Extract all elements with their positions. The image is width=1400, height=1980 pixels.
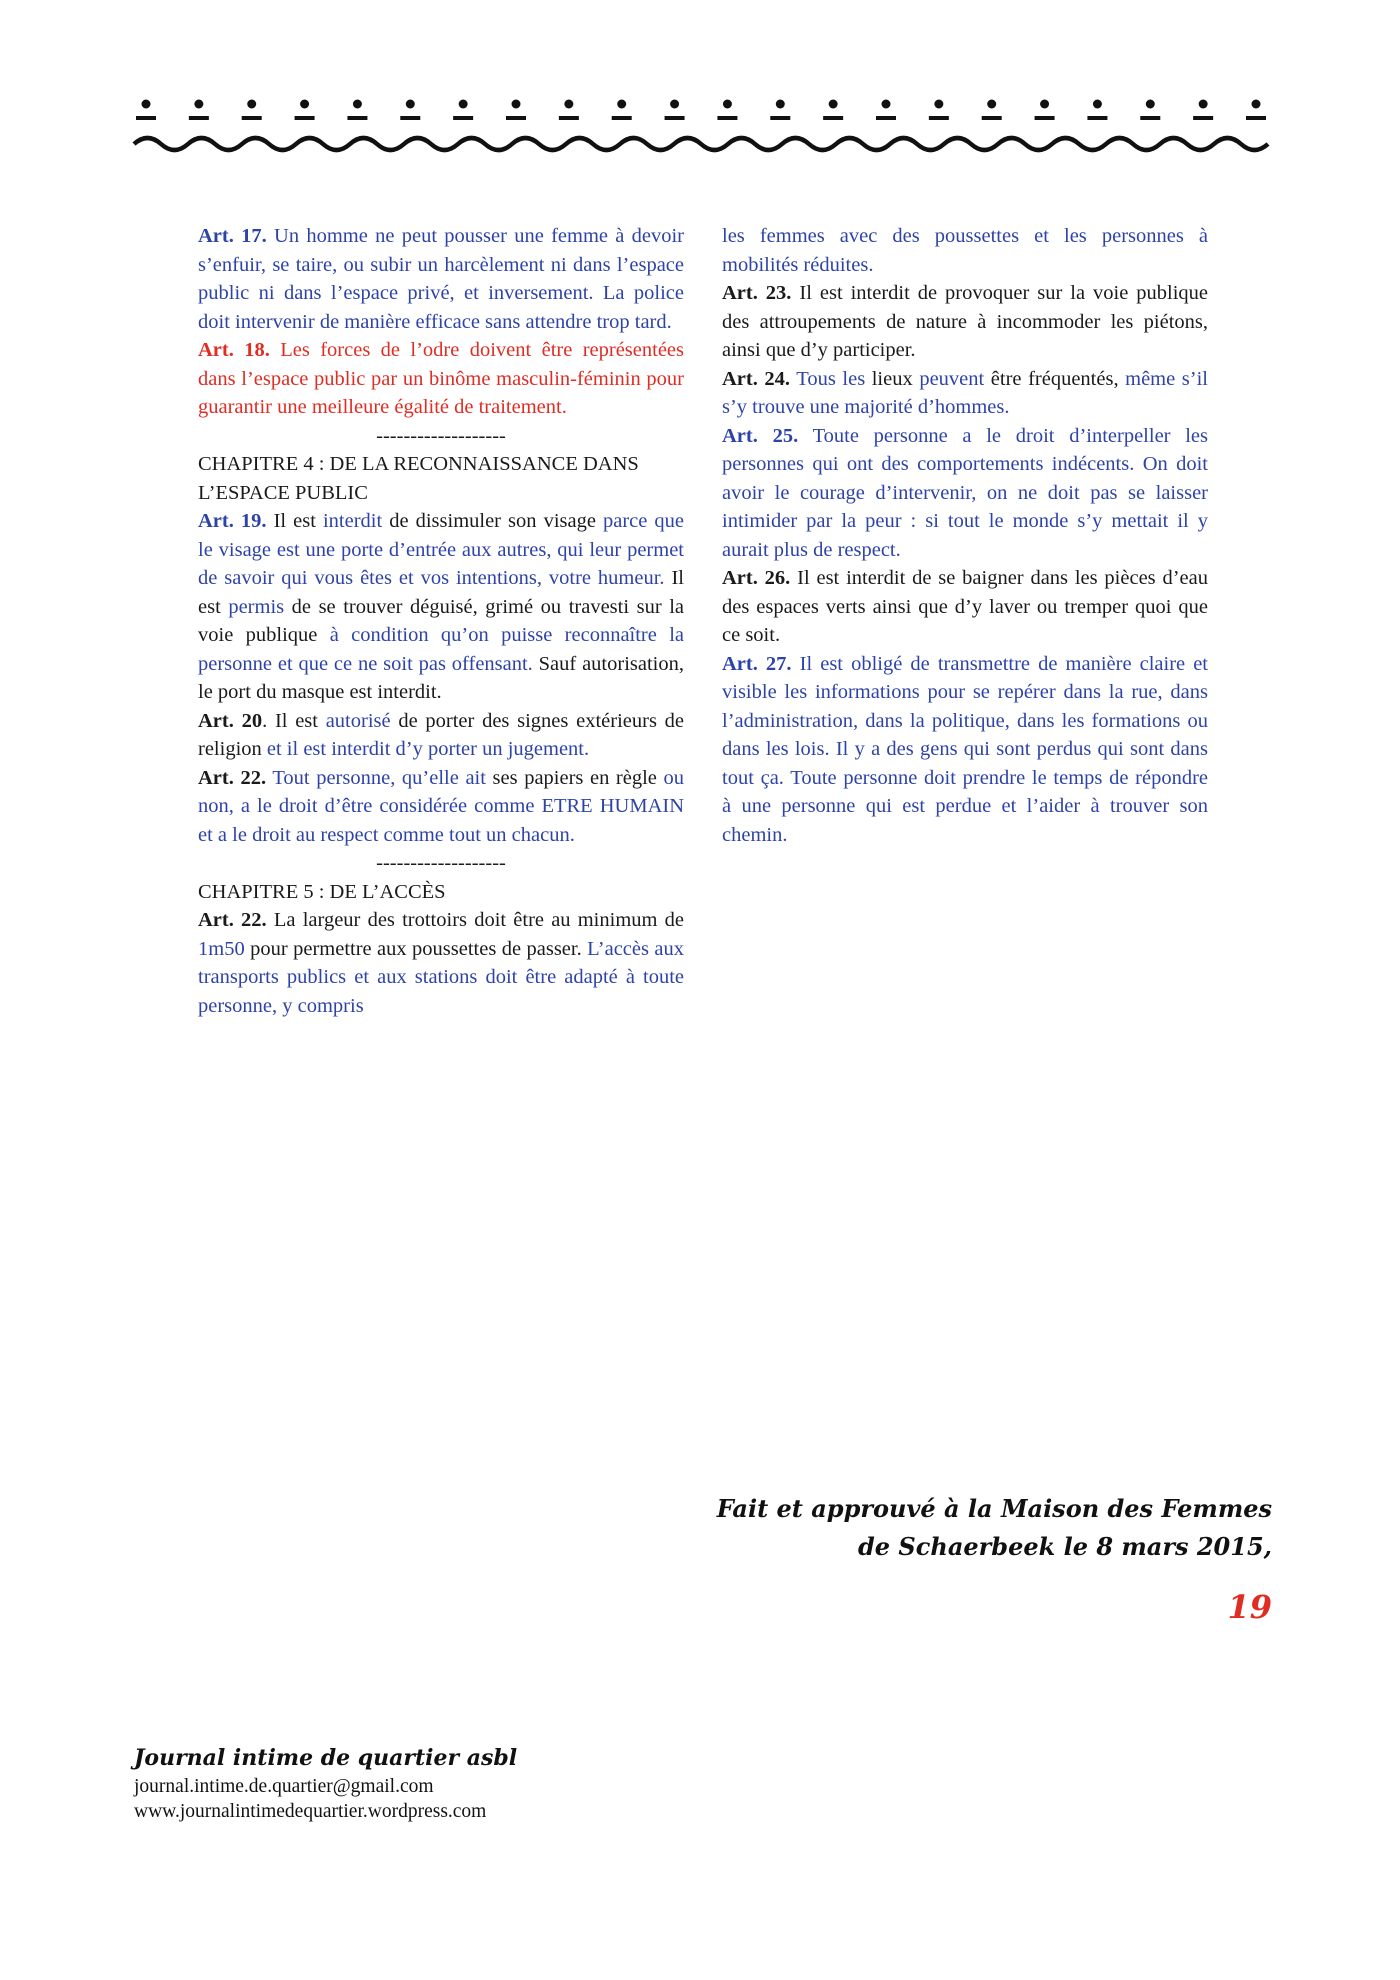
text-run: parce que le visage est une porte d’entrée aux autres, qui leur permet de savoir qui vous êtes et vos intentions, votre humeur. bbox=[198, 510, 684, 589]
right-text-column bbox=[722, 222, 1208, 849]
border-dot bbox=[300, 100, 309, 109]
border-dash bbox=[665, 116, 685, 120]
text-run: ou non, a le droit d’être considérée comme ETRE HUMAIN et a le droit au respect comme tout un chacun. bbox=[198, 766, 685, 846]
text-run: . Il est bbox=[262, 709, 326, 732]
border-dot bbox=[670, 100, 679, 109]
border-dash bbox=[929, 116, 949, 120]
border-dash bbox=[1140, 116, 1160, 120]
border-dot bbox=[934, 100, 943, 109]
article-number: Art. 25. bbox=[722, 424, 799, 447]
paragraph bbox=[198, 878, 684, 907]
border-dash bbox=[1035, 116, 1055, 120]
border-dot bbox=[459, 100, 468, 109]
text-run: Il est bbox=[198, 567, 684, 618]
article-number: Art. 18. bbox=[198, 339, 270, 361]
border-dash bbox=[612, 116, 632, 120]
border-dot bbox=[829, 100, 838, 109]
border-dot bbox=[353, 100, 362, 109]
page-number: 19 bbox=[1227, 1588, 1272, 1626]
border-dash bbox=[189, 116, 209, 120]
border-dot bbox=[723, 100, 732, 109]
text-run: ------------------- bbox=[376, 852, 506, 874]
paragraph bbox=[722, 279, 1208, 365]
border-dot bbox=[1252, 100, 1261, 109]
border-dash bbox=[823, 116, 843, 120]
text-run: ses papiers en règle bbox=[485, 766, 664, 789]
text-run: CHAPITRE 4 : DE LA RECONNAISSANCE DANS L’ESPACE PUBLIC bbox=[198, 453, 639, 504]
text-run: ------------------- bbox=[376, 424, 506, 447]
border-dash bbox=[770, 116, 790, 120]
text-run: lieux bbox=[865, 367, 920, 390]
border-dash bbox=[559, 116, 579, 120]
text-run: Il est obligé de transmettre de manière claire et visible les informations pour se repérer dans la rue, dans l’administration, dans la politique, dans les formations ou dans les lois. Il y a des gens qui sont perdus qui sont dans tout ça. Toute personne doit prendre le temps de répondre à une personne qui est perdue et l’aider à trouver son chemin. bbox=[722, 652, 1209, 846]
border-dot bbox=[1093, 100, 1102, 109]
signature-line-1: Fait et approuvé à la Maison des Femmes bbox=[716, 1494, 1272, 1523]
text-run: pour permettre aux poussettes de passer. bbox=[244, 937, 588, 960]
border-dash bbox=[400, 116, 420, 120]
text-run: CHAPITRE 5 : DE L’ACCÈS bbox=[198, 880, 446, 903]
text-run: de porter des signes extérieurs de religion bbox=[198, 709, 685, 760]
text-run: Il est interdit de se baigner dans les pièces d’eau des espaces verts ainsi que d’y laver ou tremper quoi que ce soit. bbox=[722, 567, 1208, 646]
border-dot bbox=[512, 100, 521, 109]
text-run: de dissimuler son visage bbox=[382, 510, 603, 532]
border-dot bbox=[1146, 100, 1155, 109]
footer-website: www.journalintimedequartier.wordpress.com bbox=[134, 1801, 487, 1822]
border-dash bbox=[717, 116, 737, 120]
text-run: interdit bbox=[322, 510, 383, 532]
footer-email: journal.intime.de.quartier@gmail.com bbox=[134, 1776, 434, 1797]
text-run: Les forces de l’odre doivent être représentées dans l’espace public par un binôme masculin-féminin pour guarantir une meilleure égalité de traitement. bbox=[198, 339, 684, 418]
paragraph bbox=[722, 422, 1208, 565]
border-dot bbox=[564, 100, 573, 109]
paragraph bbox=[198, 906, 684, 1020]
border-dash bbox=[506, 116, 526, 120]
text-run: même s’il s’y trouve une majorité d’hommes. bbox=[722, 367, 1208, 418]
text-run: Toute personne a le droit d’interpeller les personnes qui ont des comportements indécents. On doit avoir le courage d’intervenir, on ne doit pas se laisser intimider par la peur : si tout le monde s’y mettait il y aurait plus de respect. bbox=[722, 424, 1209, 561]
border-dot bbox=[1199, 100, 1208, 109]
text-run: permis bbox=[228, 595, 285, 618]
text-run: Sauf autorisation, le port du masque est interdit. bbox=[198, 652, 684, 703]
footer bbox=[134, 1742, 517, 1824]
text-run: de se trouver déguisé, grimé ou travesti sur la voie publique bbox=[198, 595, 684, 646]
article-number: Art. 20 bbox=[198, 709, 263, 732]
paragraph bbox=[722, 365, 1208, 422]
decorative-wave-border bbox=[130, 96, 1272, 158]
border-dash bbox=[295, 116, 315, 120]
paragraph bbox=[198, 707, 684, 764]
border-dash bbox=[1193, 116, 1213, 120]
paragraph bbox=[198, 336, 684, 422]
signature-block bbox=[717, 1490, 1272, 1566]
text-run: Il est interdit de provoquer sur la voie publique des attroupements de nature à incommoder les piétons, ainsi que d’y participer. bbox=[722, 282, 1208, 361]
border-dot bbox=[882, 100, 891, 109]
footer-organization-name: Journal intime de quartier asbl bbox=[134, 1745, 518, 1771]
left-text-column bbox=[198, 222, 684, 1020]
signature-line-2: de Schaerbeek le 8 mars 2015, bbox=[858, 1532, 1272, 1561]
text-run: les femmes avec des poussettes et les personnes à mobilités réduites. bbox=[722, 225, 1208, 276]
article-number: Art. 22. bbox=[198, 909, 267, 931]
text-run: L’accès aux transports publics et aux stations doit être adapté à toute personne, y compris bbox=[198, 937, 684, 1017]
paragraph bbox=[722, 222, 1208, 279]
paragraph bbox=[722, 564, 1208, 650]
paragraph bbox=[722, 650, 1208, 850]
text-run: La largeur des trottoirs doit être au minimum de bbox=[266, 909, 685, 931]
paragraph bbox=[198, 422, 684, 451]
border-dash bbox=[1087, 116, 1107, 120]
article-number: Art. 27. bbox=[722, 652, 792, 675]
text-run: autorisé bbox=[325, 709, 391, 732]
text-run: être fréquentés, bbox=[984, 367, 1126, 390]
text-run: Tout personne, qu’elle ait bbox=[266, 766, 486, 789]
article-number: Art. 26. bbox=[722, 567, 791, 589]
border-dot bbox=[617, 100, 626, 109]
border-dash bbox=[1246, 116, 1266, 120]
text-run: Il est bbox=[266, 510, 323, 532]
border-dash bbox=[242, 116, 262, 120]
article-number: Art. 17. bbox=[198, 225, 267, 247]
article-number: Art. 23. bbox=[722, 282, 792, 304]
text-run: Tous les bbox=[790, 367, 866, 390]
article-number: Art. 24. bbox=[722, 367, 791, 390]
paragraph bbox=[198, 764, 684, 850]
border-dash bbox=[982, 116, 1002, 120]
article-number: Art. 19. bbox=[198, 510, 267, 532]
text-run: 1m50 bbox=[198, 937, 245, 960]
border-dot bbox=[1040, 100, 1049, 109]
text-run: peuvent bbox=[919, 367, 985, 390]
border-dash bbox=[876, 116, 896, 120]
article-number: Art. 22. bbox=[198, 766, 267, 789]
border-dot bbox=[194, 100, 203, 109]
border-dash bbox=[347, 116, 367, 120]
border-dash bbox=[136, 116, 156, 120]
paragraph bbox=[198, 222, 684, 336]
border-dot bbox=[406, 100, 415, 109]
border-dot bbox=[142, 100, 151, 109]
paragraph bbox=[198, 450, 684, 507]
border-dash bbox=[453, 116, 473, 120]
border-dot bbox=[987, 100, 996, 109]
text-run: à condition qu’on puisse reconnaître la personne et que ce ne soit pas offensant. bbox=[198, 624, 684, 675]
border-dot bbox=[247, 100, 256, 109]
border-dot bbox=[776, 100, 785, 109]
text-run: et il est interdit d’y porter un jugement. bbox=[266, 738, 590, 760]
paragraph bbox=[198, 507, 684, 707]
paragraph bbox=[198, 849, 684, 878]
text-run: Un homme ne peut pousser une femme à devoir s’enfuir, se taire, ou subir un harcèlement ni dans l’espace public ni dans l’espace privé, et inversement. La police doit intervenir de manière efficace sans attendre trop tard. bbox=[198, 225, 685, 333]
